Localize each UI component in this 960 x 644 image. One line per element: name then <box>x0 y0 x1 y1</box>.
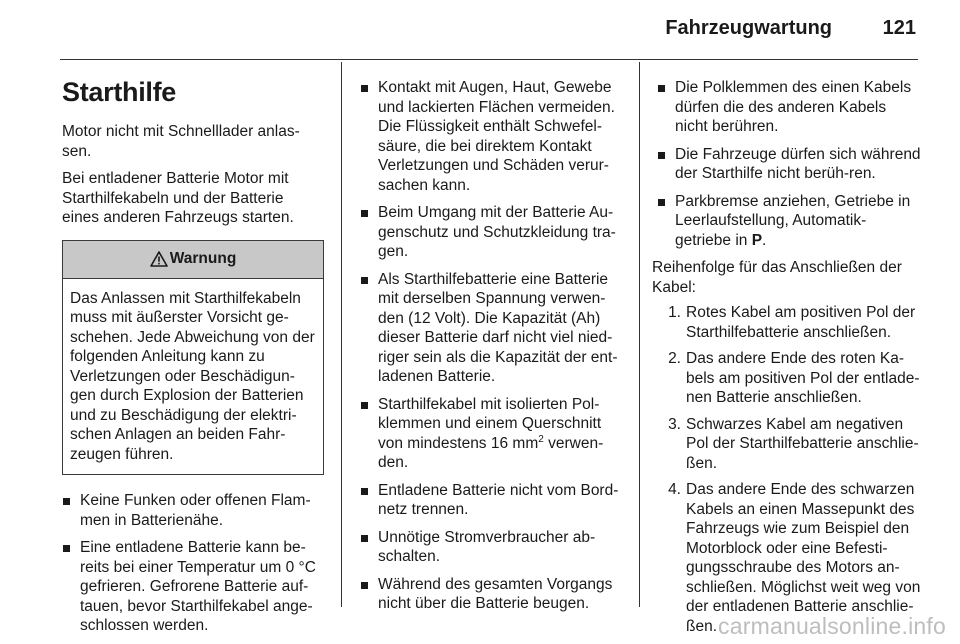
bullet-list <box>62 491 324 636</box>
bullet-square-icon <box>361 85 368 92</box>
warning-title: Warnung <box>169 250 237 268</box>
bullet-square-icon <box>361 582 368 589</box>
watermark: carmanualsonline.info <box>718 613 946 639</box>
column-2 <box>360 78 624 622</box>
intro-paragraph: Bei entladener Batterie Motor mit Starthilfekabeln und der Batterie eines anderen Fahrzeugs starten. <box>62 170 294 226</box>
list-item: Unnötige Stromverbraucher ab-schalten. <box>360 528 624 567</box>
bullet-square-icon <box>658 199 665 206</box>
list-item: Als Starthilfebatterie eine Batterie mit derselben Spannung verwen-den (12 Volt). Die Kapazität (Ah) dieser Batterie darf nicht viel nied-riger sein als die Kapazität der ent-ladenen Batterie. <box>360 270 624 387</box>
page-number: 121 <box>882 17 916 39</box>
list-item: Eine entladene Batterie kann be-reits bei einer Temperatur um 0 °C gefrieren. Gefrorene Batterie auf-tauen, bevor Starthilfekabel ange-schlossen werden. <box>62 538 324 636</box>
column-divider-2 <box>639 62 640 607</box>
step-item: 3. Schwarzes Kabel am negativen Pol der Starthilfebatterie anschlie-ßen. <box>668 415 919 472</box>
list-item: Während des gesamten Vorgangs nicht über die Batterie beugen. <box>360 575 624 614</box>
bullet-square-icon <box>658 85 665 92</box>
bullet-square-icon <box>361 210 368 217</box>
list-item: Parkbremse anziehen, Getriebe in Leerlaufstellung, Automatik-getriebe in P. <box>657 192 922 251</box>
bullet-square-icon <box>361 402 368 409</box>
warning-text: Das Anlassen mit Starthilfekabeln muss mit äußerster Vorsicht ge-schehen. Jede Abweichung von der folgenden Anleitung kann zu Verletzungen oder Beschädigun-gen durch Explosion der Batterien und zu Beschädigung der elektri-schen Anlagen an beiden Fahr-zeugen führen. <box>70 289 315 463</box>
bullet-square-icon <box>658 152 665 159</box>
column-divider-1 <box>341 62 342 607</box>
list-item: Kontakt mit Augen, Haut, Gewebe und lackierten Flächen vermeiden. Die Flüssigkeit enthält Schwefel-säure, die bei direktem Kontakt Verletzungen und Schäden verur-sachen kann. <box>360 78 624 195</box>
step-list <box>657 303 922 636</box>
column-1 <box>62 76 324 644</box>
bullet-list <box>360 78 624 614</box>
intro-paragraph: Motor nicht mit Schnelllader anlas-sen. <box>62 123 300 160</box>
step-item: 1. Rotes Kabel am positiven Pol der Starthilfebatterie anschließen. <box>668 304 916 341</box>
bullet-square-icon <box>361 488 368 495</box>
bullet-list <box>657 78 922 250</box>
header-rule <box>60 59 918 60</box>
list-item: Starthilfekabel mit isolierten Pol-klemmen und einem Querschnitt von mindestens 16 $mm^2$ verwen-den. <box>360 395 624 473</box>
section-title: Starthilfe <box>62 77 177 107</box>
warning-triangle-icon <box>150 251 168 267</box>
column-3 <box>652 78 922 643</box>
step-item: 4. Das andere Ende des schwarzen Kabels an einen Massepunkt des Fahrzeugs wie zum Beispiel den Motorblock oder eine Befesti-gungsschraube des Motors an-schließen. Möglichst weit weg von der entladenen Batterie anschlie-ßen. <box>668 481 921 635</box>
warning-box <box>62 240 324 476</box>
step-item: 2. Das andere Ende des roten Ka-bels am positiven Pol der entlade-nen Batterie anschließen. <box>668 350 920 406</box>
warning-header <box>63 241 323 279</box>
list-item: Die Fahrzeuge dürfen sich während der Starthilfe nicht berüh-ren. <box>657 145 922 184</box>
bullet-square-icon <box>361 277 368 284</box>
running-header-title: Fahrzeugwartung <box>665 17 832 39</box>
list-item: Die Polklemmen des einen Kabels dürfen die des anderen Kabels nicht berühren. <box>657 78 922 137</box>
list-item: Beim Umgang mit der Batterie Au-genschutz und Schutzkleidung tra-gen. <box>360 203 624 262</box>
bullet-square-icon <box>63 498 70 505</box>
bullet-square-icon <box>63 545 70 552</box>
bullet-square-icon <box>361 535 368 542</box>
order-intro: Reihenfolge für das Anschließen der Kabel: <box>652 259 902 296</box>
list-item: Entladene Batterie nicht vom Bord-netz trennen. <box>360 481 624 520</box>
list-item: Keine Funken oder offenen Flam-men in Batterienähe. <box>62 491 324 530</box>
